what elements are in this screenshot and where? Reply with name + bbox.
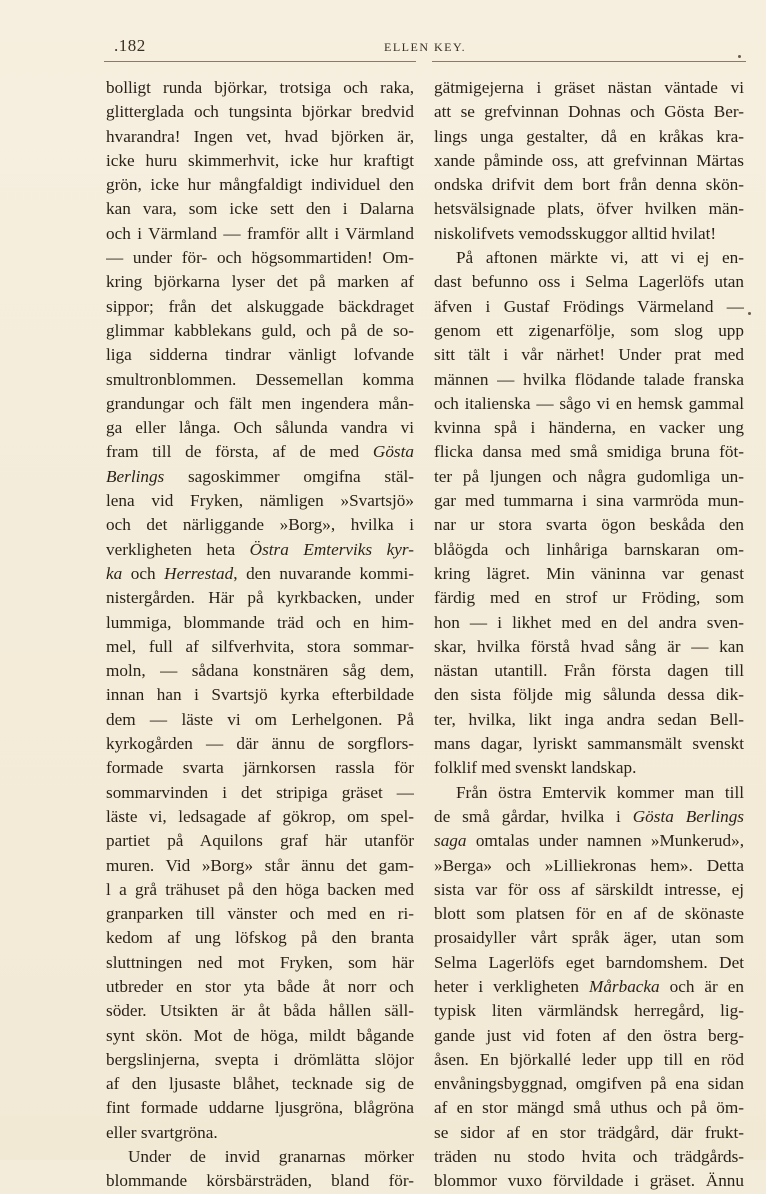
text-run: niskolifvets vemodsskuggor alltid hvilat! — [434, 223, 717, 243]
text-line — [106, 562, 414, 586]
text-run: Selma Lagerlöfs eget barndomshem. Det — [434, 952, 744, 972]
text-line — [106, 1096, 414, 1120]
text-line — [434, 951, 744, 975]
text-line — [106, 999, 414, 1023]
text-run: kedom af ung löfskog på den branta — [106, 928, 414, 948]
text-line — [434, 489, 744, 513]
text-line — [434, 756, 744, 780]
text-run: heter i verkligheten — [434, 976, 589, 996]
text-line — [434, 76, 744, 100]
text-line — [106, 951, 414, 975]
text-run: och det närliggande »Borg», hvilka i — [106, 515, 414, 535]
text-run: Under de invid granarnas mörker — [128, 1147, 414, 1167]
text-line — [434, 611, 744, 635]
text-line — [434, 562, 744, 586]
text-line — [106, 173, 414, 197]
text-run: genom ett zigenarfölje, som slog upp — [434, 320, 744, 340]
text-run: moln, — sådana konstnären såg dem, — [106, 661, 414, 681]
text-run: åsen. En björkallé leder upp till en röd — [434, 1049, 744, 1069]
text-line — [434, 343, 744, 367]
text-line — [434, 368, 744, 392]
text-run: utbreder en stor yta både åt norr och — [106, 976, 414, 996]
text-line — [106, 756, 414, 780]
text-run: af en stor mängd små uthus och på öm- — [434, 1098, 744, 1118]
text-run: eller svartgröna. — [106, 1122, 218, 1142]
text-run: folklif med svenskt landskap. — [434, 758, 637, 778]
text-line — [106, 854, 414, 878]
text-run: grandungar och fält men ingendera mån- — [106, 393, 414, 413]
paper-speck — [748, 312, 751, 315]
text-run: den sista följde mig sålunda dessa dik- — [434, 685, 744, 705]
text-line — [106, 926, 414, 950]
text-line — [434, 805, 744, 829]
text-run: sippor; från det alskuggade bäckdraget — [106, 296, 414, 316]
header-rule-right — [432, 61, 746, 62]
text-run: — under för- och högsommartiden! Om- — [106, 248, 414, 268]
text-line — [434, 708, 744, 732]
text-line — [106, 76, 414, 100]
text-run: sista var för oss af särskildt intresse, ej — [434, 879, 744, 899]
text-line — [434, 319, 744, 343]
text-line — [434, 538, 744, 562]
text-line — [434, 829, 744, 853]
text-line — [434, 1096, 744, 1120]
text-line — [434, 392, 744, 416]
text-line — [434, 125, 744, 149]
text-column-left — [106, 76, 414, 1194]
text-run: »Berga» och »Lilliekronas hem». Detta — [434, 855, 744, 875]
text-run: gätmigejerna i gräset nästan väntade vi — [434, 78, 744, 97]
text-run: blåögda och linhåriga barnskaran om- — [434, 539, 744, 559]
text-line — [106, 125, 414, 149]
text-run: männen — hvilka flödande talade franska — [434, 369, 744, 389]
text-line — [434, 975, 744, 999]
text-line — [434, 149, 744, 173]
text-line — [106, 440, 414, 464]
text-line — [106, 368, 414, 392]
text-run: lena vid Fryken, nämligen »Svartsjö» — [106, 491, 414, 511]
text-line — [106, 829, 414, 853]
text-run: mel, full af silfverhvita, stora sommar- — [106, 636, 414, 656]
text-line — [434, 222, 744, 246]
text-run: flicka dansa med små smidiga bruna föt- — [434, 442, 744, 462]
text-run: äfven i Gustaf Frödings Värmeland — — [434, 296, 744, 316]
text-run: sagoskimmer omgifna stäl- — [164, 466, 414, 486]
text-run: gar med tummarna i sina varmröda mun- — [434, 491, 744, 511]
text-run: muren. Vid »Borg» står ännu det gam- — [106, 855, 414, 875]
text-run: lummiga, blommande träd och en him- — [106, 612, 414, 632]
text-line — [434, 902, 744, 926]
text-line — [106, 902, 414, 926]
text-run: glitterglada och tungsinta björkar bredvid — [106, 102, 414, 122]
text-run: innan han i Svartsjö kyrka efterbildade — [106, 685, 414, 705]
text-run: kring lägret. Min väninna var genast — [434, 563, 744, 583]
text-line — [434, 1024, 744, 1048]
text-line — [434, 173, 744, 197]
text-line — [106, 635, 414, 659]
text-line — [434, 270, 744, 294]
italic-title: Mårbacka — [589, 976, 660, 996]
text-run: blommande körsbärsträden, bland för- — [106, 1171, 414, 1191]
text-line — [106, 392, 414, 416]
text-run: prosaidyller vårt språk äger, utan som — [434, 928, 744, 948]
text-line — [434, 465, 744, 489]
text-line — [106, 149, 414, 173]
text-column-right — [434, 76, 744, 1194]
text-run: partiet på Aquilons graf här utanför — [106, 831, 414, 851]
page-number: .182 — [114, 36, 146, 55]
text-line — [434, 999, 744, 1023]
page-header — [104, 36, 746, 60]
text-run: kyrkogården — där ännu de sorgflors- — [106, 734, 414, 754]
text-line — [434, 100, 744, 124]
text-run: sluttningen ned mot Fryken, som här — [106, 952, 414, 972]
text-line — [106, 489, 414, 513]
text-run: typisk liten värmländsk herregård, lig- — [434, 1001, 744, 1021]
text-run: ga eller långa. Och sålunda vandra vi — [106, 418, 414, 438]
text-line — [106, 1024, 414, 1048]
text-line — [106, 465, 414, 489]
italic-title: ka — [106, 563, 123, 583]
text-line — [106, 586, 414, 610]
text-line — [106, 270, 414, 294]
text-run: se sidor af en stor trädgård, där frukt- — [434, 1122, 744, 1142]
text-run: nar ur stora svarta ögon beskåda den — [434, 515, 744, 535]
text-line — [106, 1048, 414, 1072]
paper-speck — [738, 55, 741, 58]
text-line — [106, 878, 414, 902]
text-run: l a grå trähuset på den höga backen med — [106, 879, 414, 899]
text-run: af den ljusaste blåhet, tecknade sig de — [106, 1074, 414, 1094]
text-line — [106, 246, 414, 270]
italic-title: Herrestad — [164, 563, 234, 583]
text-run: ter, hvilka, likt inga andra sedan Bell- — [434, 709, 744, 729]
text-run: och — [122, 563, 165, 583]
text-run: dast befunno oss i Selma Lagerlöfs utan — [434, 272, 744, 292]
text-run: gande just vid foten af den östra berg- — [434, 1025, 744, 1045]
text-run: blommor vuxo förvildade i gräset. Ännu — [434, 1171, 744, 1191]
text-line — [434, 416, 744, 440]
text-line — [434, 1121, 744, 1145]
text-run: att se grefvinnan Dohnas och Gösta Ber- — [434, 102, 744, 122]
text-run: färdig med en strof ur Fröding, som — [434, 588, 744, 608]
text-line — [434, 440, 744, 464]
italic-title: Östra Emterviks kyr- — [249, 539, 414, 559]
text-run: hetsvälsignade plats, öfver hvilken män- — [434, 199, 744, 219]
text-run: sommarvinden i det stripiga gräset — — [106, 782, 414, 802]
text-line — [434, 781, 744, 805]
text-run: de små gårdar, hvilka i — [434, 806, 633, 826]
text-run: kring björkarna lyser det på marken af — [106, 272, 414, 292]
text-line — [106, 1121, 414, 1145]
text-run: och är en — [659, 976, 744, 996]
text-run: dem — läste vi om Lerhelgonen. På — [106, 709, 414, 729]
text-line — [106, 319, 414, 343]
text-line — [434, 1169, 744, 1193]
text-run: bergslinjerna, svepta i drömlätta slöjor — [106, 1049, 414, 1069]
text-run: söder. Utsikten är åt båda hållen säll- — [106, 1001, 414, 1021]
text-run: nistergården. Här på kyrkbacken, under — [106, 588, 414, 608]
text-run: bolligt runda björkar, trotsiga och raka, — [106, 78, 414, 97]
text-run: glimmar kabblekans guld, och på de so- — [106, 320, 414, 340]
text-line — [106, 513, 414, 537]
text-line — [434, 197, 744, 221]
text-run: sitt tält i vår närhet! Under prat med — [434, 345, 744, 365]
text-line — [106, 732, 414, 756]
text-run: kvinna spå i händerna, en vacker ung — [434, 418, 744, 438]
text-line — [434, 659, 744, 683]
text-run: Från östra Emtervik kommer man till — [456, 782, 744, 802]
text-run: synt skön. Mot de höga, mildt bågande — [106, 1025, 414, 1045]
text-run: omtalas under namnen »Munkerud», — [466, 831, 744, 851]
text-line — [434, 732, 744, 756]
text-line — [106, 416, 414, 440]
text-run: träden nu stodo hvita och trädgårds- — [434, 1147, 744, 1167]
text-line — [106, 805, 414, 829]
text-line — [106, 295, 414, 319]
text-run: smultronblommen. Dessemellan komma — [106, 369, 414, 389]
text-run: , den nuvarande kommi- — [233, 563, 414, 583]
text-run: formade svarta järnkorsen rassla för — [106, 758, 414, 778]
text-line — [434, 878, 744, 902]
text-run: hvarandra! Ingen vet, hvad björken är, — [106, 126, 414, 146]
text-line — [434, 854, 744, 878]
text-line — [434, 1145, 744, 1169]
text-run: På aftonen märkte vi, att vi ej en- — [456, 248, 744, 268]
italic-title: Gösta — [372, 442, 414, 462]
text-line — [106, 1169, 414, 1193]
text-line — [106, 538, 414, 562]
text-line — [434, 635, 744, 659]
text-run: lings unga gestalter, då en kråkas kra- — [434, 126, 744, 146]
text-run: ondska drifvit dem bort från denna skön- — [434, 175, 744, 195]
text-line — [106, 611, 414, 635]
running-head: ELLEN KEY. — [384, 40, 467, 54]
text-line — [106, 975, 414, 999]
text-run: läste vi, ledsagade af gökrop, om spel- — [106, 806, 414, 826]
text-run: fint formade uddarne ljusgröna, blågröna — [106, 1098, 414, 1118]
text-run: nästan utantill. Från första dagen till — [434, 661, 744, 681]
header-rule-left — [104, 61, 416, 62]
text-line — [434, 683, 744, 707]
text-line — [106, 222, 414, 246]
text-line — [106, 708, 414, 732]
text-line — [106, 1145, 414, 1169]
text-run: liga sidderna tindrar vänligt lofvande — [106, 345, 414, 365]
italic-title: Gösta Berlings — [632, 806, 744, 826]
text-run: icke huru skimmerhvit, icke hur kraftigt — [106, 150, 414, 170]
text-run: blott som platsen för en af de skönaste — [434, 904, 744, 924]
text-line — [434, 1072, 744, 1096]
text-line — [434, 926, 744, 950]
text-line — [106, 343, 414, 367]
text-line — [106, 781, 414, 805]
text-run: grön, icke hur mångfaldigt individuel den — [106, 175, 414, 195]
text-run: ter på ljungen och några gudomliga un- — [434, 466, 744, 486]
text-run: mans dagar, lyriskt sammansmält svenskt — [434, 734, 744, 754]
text-run: verkligheten heta — [106, 539, 250, 559]
text-line — [106, 659, 414, 683]
text-run: och italienska — sågo vi en hemsk gammal — [434, 393, 744, 413]
italic-title: saga — [434, 831, 467, 851]
text-line — [106, 197, 414, 221]
text-line — [434, 1048, 744, 1072]
text-run: granparken till vänster och med en ri- — [106, 904, 414, 924]
text-run: kan vara, som icke sett den i Dalarna — [106, 199, 414, 219]
text-run: fram till de första, af de med — [106, 442, 373, 462]
text-line — [106, 683, 414, 707]
text-line — [106, 100, 414, 124]
text-line — [106, 1072, 414, 1096]
text-run: och i Värmland — framför allt i Värmland — [106, 223, 414, 243]
text-run: envåningsbyggnad, omgifven på ena sidan — [434, 1074, 744, 1094]
text-line — [434, 246, 744, 270]
text-line — [434, 513, 744, 537]
text-run: skar, hvilka förstå hvad sång är — kan — [434, 636, 744, 656]
italic-title: Berlings — [106, 466, 165, 486]
text-line — [434, 586, 744, 610]
text-run: hon — i likhet med en del andra sven- — [434, 612, 744, 632]
text-run: xande påminde oss, att grefvinnan Märtas — [434, 150, 744, 170]
text-line — [434, 295, 744, 319]
